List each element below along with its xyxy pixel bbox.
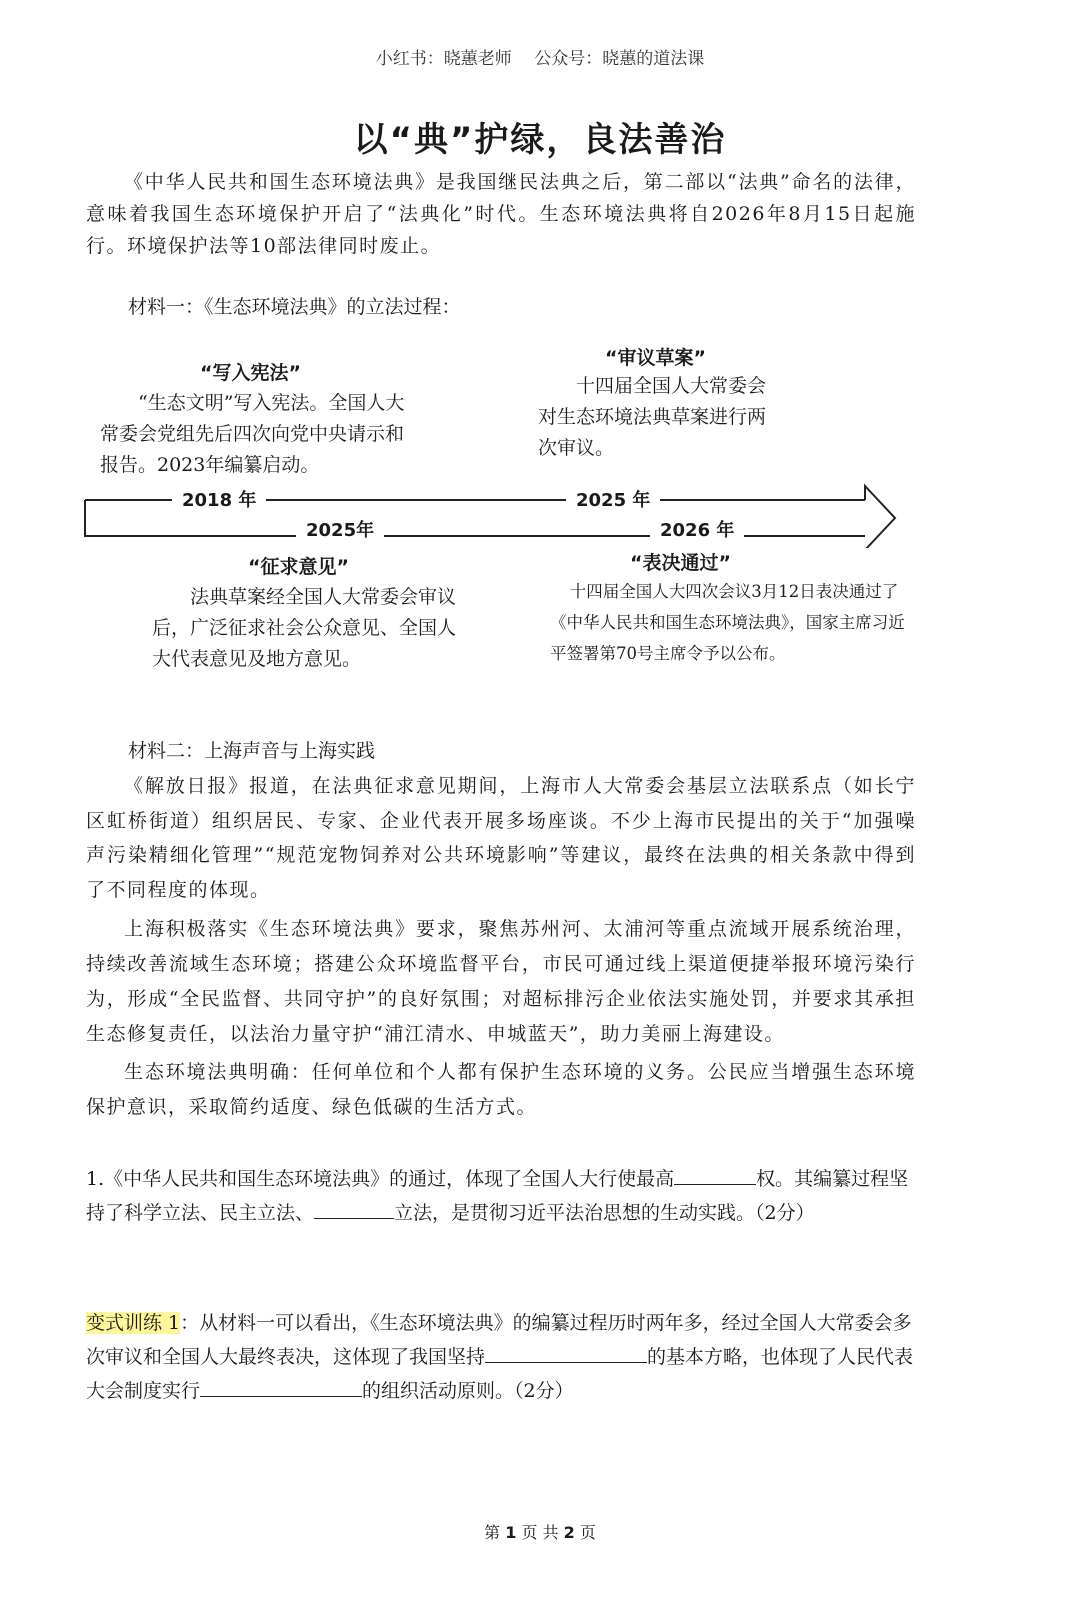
variant-question (86, 1306, 916, 1408)
variant-blank-2[interactable] (200, 1376, 362, 1397)
variant-tag: 变式训练 1 (86, 1312, 181, 1334)
event-heading-constitution: “写入宪法” (200, 362, 301, 384)
event-text-consultation: 法典草案经全国人大常委会审议后，广泛征求社会公众意见、全国人大代表意见及地方意见。 (152, 586, 457, 670)
variant-part-1: ：从材料一可以看出，《生态环境法典》的编纂过程历时两年多，经过全国人大常委会多次审议和全国人大最终表决，这体现了我国坚持 (86, 1312, 912, 1368)
question-1-part-1: 1.《中华人民共和国生态环境法典》的通过，体现了全国人大行使最高 (86, 1168, 675, 1190)
year-2025-review: 2025 年 (566, 486, 660, 512)
material1-label: 材料一：《生态环境法典》的立法过程： (128, 296, 461, 318)
intro-paragraph: 《中华人民共和国生态环境法典》是我国继民法典之后，第二部以“法典”命名的法律，意味着我国生态环境保护开启了“法典化”时代。生态环境法典将自2026年8月15日起施行。环境保护法等10部法律同时废止。 (86, 171, 916, 257)
variant-part-3: 的组织活动原则。（2分） (362, 1380, 574, 1402)
variant-part-2: 的基本方略，也体现了人民代表大会制度实行 (86, 1346, 914, 1402)
year-2025-consultation: 2025年 (296, 516, 384, 542)
variant-blank-1[interactable] (485, 1342, 647, 1363)
footer-prefix: 第 (484, 1523, 501, 1542)
question-1-part-3: 立法，是贯彻习近平法治思想的生动实践。（2分） (394, 1202, 815, 1224)
event-text-constitution: “生态文明”写入宪法。全国人大常委会党组先后四次向党中央请示和报告。2023年编纂启动。 (100, 392, 405, 476)
material2-paragraph-2: 上海积极落实《生态环境法典》要求，聚焦苏州河、太浦河等重点流域开展系统治理，持续改善流域生态环境；搭建公众环境监督平台，市民可通过线上渠道便捷举报环境污染行为，形成“全民监督、共同守护”的良好氛围；对超标排污企业依法实施处罚，并要求其承担生态修复责任，以法治力量守护“浦江清水、申城蓝天”，助力美丽上海建设。 (86, 918, 916, 1045)
year-2018: 2018 年 (172, 486, 266, 512)
footer-mid: 页 共 (521, 1523, 559, 1542)
answer-blank-1[interactable] (674, 1164, 756, 1185)
material2-paragraph-3: 生态环境法典明确：任何单位和个人都有保护生态环境的义务。公民应当增强生态环境保护意识，采取简约适度、绿色低碳的生活方式。 (86, 1061, 916, 1118)
material2-label: 材料二：上海声音与上海实践 (128, 740, 376, 762)
material2-paragraph-1: 《解放日报》报道，在法典征求意见期间，上海市人大常委会基层立法联系点（如长宁区虹桥街道）组织居民、专家、企业代表开展多场座谈。不少上海市民提出的关于“加强噪声污染精细化管理”“规范宠物饲养对公共环境影响”等建议，最终在法典的相关条款中得到了不同程度的体现。 (86, 775, 916, 901)
question-1 (86, 1162, 916, 1230)
page-header: 小红书：晓蕙老师 公众号：晓蕙的道法课 (375, 49, 705, 69)
question-1-part-2: 权。其编纂过程坚持了科学立法、民主立法、 (86, 1168, 909, 1224)
year-2026: 2026 年 (650, 516, 744, 542)
event-text-review: 十四届全国人大常委会对生态环境法典草案进行两次审议。 (538, 375, 767, 459)
page-title: 以“典”护绿，良法善治 (353, 120, 727, 160)
page-footer (0, 1520, 1080, 1543)
answer-blank-2[interactable] (314, 1198, 394, 1219)
footer-suffix: 页 (579, 1523, 596, 1542)
event-heading-review: “审议草案” (605, 347, 706, 369)
event-text-passage: 十四届全国人大四次会议3月12日表决通过了《中华人民共和国生态环境法典》，国家主席习近平签署第70号主席令予以公布。 (550, 582, 905, 663)
event-heading-consultation: “征求意见” (248, 556, 349, 578)
footer-total-pages: 2 (563, 1523, 575, 1542)
event-heading-passage: “表决通过” (630, 552, 731, 574)
footer-page-number: 1 (505, 1523, 517, 1542)
